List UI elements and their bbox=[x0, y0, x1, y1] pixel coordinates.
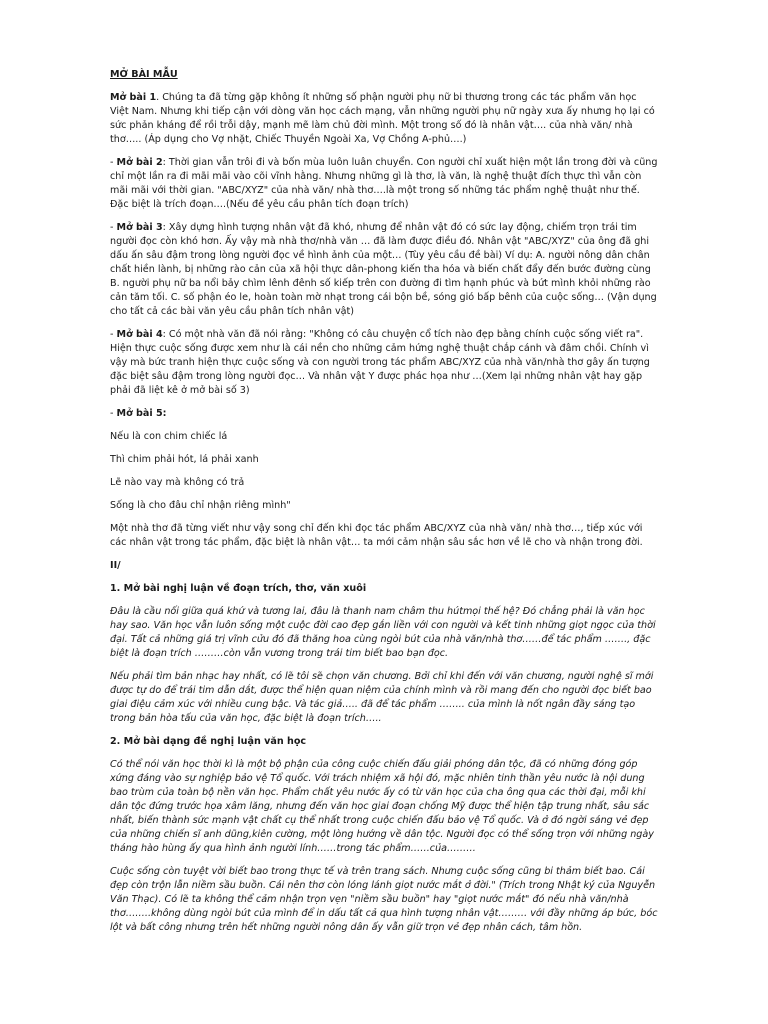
mo-bai-1-text: . Chúng ta đã từng gặp không ít những số phận người phụ nữ bi thương trong các tác phẩm văn học Việt Nam. Nhưng khi tiếp cận với dòng văn học cách mạng, vẫn những người phụ nữ ngày xưa ấy nhưng họ lại có sức phản kháng để rồi trỗi dậy, mạnh mẽ làm chủ đời mình. Một trong số đó là nhân vật…. của nhà văn/ nhà thơ….. (Áp dụng cho Vợ nhặt, Chiếc Thuyền Ngoài Xa, Vợ Chồng A-phủ….) bbox=[110, 92, 655, 145]
mo-bai-3-prefix: - bbox=[110, 222, 117, 233]
poem-line: Lẽ nào vay mà không có trả bbox=[110, 477, 245, 488]
mo-bai-1-label: Mở bài 1 bbox=[110, 92, 157, 103]
document-title: MỞ BÀI MẪU bbox=[110, 69, 178, 80]
paragraph-mo-bai-3 bbox=[110, 221, 658, 319]
mo-bai-2-text: : Thời gian vẫn trôi đi và bốn mùa luôn luân chuyển. Con người chỉ xuất hiện một lần trong đời và cũng chỉ một lần ra đi mãi mãi vào cõi vĩnh hằng. Nhưng những gì là thơ, là văn, là nghệ thuật đích thực thì vẫn còn mãi mãi với thời gian. "ABC/XYZ" của nhà văn/ nhà thơ….là một trong số những tác phẩm nghệ thuật như thế. Đặc biệt là trích đoạn….(Nếu đề yêu cầu phân tích đoạn trích) bbox=[110, 157, 658, 210]
mo-bai-5-prefix: - bbox=[110, 408, 117, 419]
mo-bai-3-text: : Xây dựng hình tượng nhân vật đã khó, nhưng để nhân vật đó có sức lay động, chiếm trọn trái tim người đọc còn khó hơn. Ấy vậy mà nhà thơ/nhà văn … đã làm được điều đó. Nhân vật "ABC/XYZ" của ông đã ghi dấu ấn sâu đậm trong lòng người đọc về hình ảnh của một… (Tùy yêu cầu đề bài) Ví dụ: A. người nông dân chân chất hiền lành, bị những rào cản của xã hội thực dân-phong kiến tha hóa và biến chất đẩy đến bước đường cùng B. người phụ nữ ba nổi bảy chìm lênh đênh số kiếp trên con đường đi tìm hạnh phúc và bứt mình khỏi những rào cản tăm tối. C. số phận éo le, hoàn toàn mờ nhạt trong cái bộn bề, sóng gió bấp bênh của cuộc sống… (Vận dụng cho tất cả các bài văn yêu cầu phân tích nhân vật) bbox=[110, 222, 657, 317]
paragraph-italic-2: Nếu phải tìm bản nhạc hay nhất, có lẽ tôi sẽ chọn văn chương. Bởi chỉ khi đến với văn chương, người nghệ sĩ mới được tự do để trái tim dẫn dắt, được thể hiện quan niệm của chính mình và rồi mang đến cho người đọc biết bao giai điệu cảm xúc với nhiều cung bậc. Và tác giả….. đã để tác phẩm …….. của mình là nốt ngân đầy sáng tạo trong bản hòa tấu của văn học, đặc biệt là đoạn trích….. bbox=[110, 671, 654, 724]
paragraph-mo-bai-5-text: Một nhà thơ đã từng viết như vậy song chỉ đến khi đọc tác phẩm ABC/XYZ của nhà văn/ nhà thơ…, tiếp xúc với các nhân vật trong tác phẩm, đặc biệt là nhân vật… ta mới cảm nhận sâu sắc hơn về lẽ cho và nhận trong đời. bbox=[110, 523, 643, 548]
paragraph-italic-4: Cuộc sống còn tuyệt vời biết bao trong thực tế và trên trang sách. Nhưng cuộc sống cũng bi thảm biết bao. Cái đẹp còn trộn lẫn niềm sầu buồn. Cái nên thơ còn lóng lánh giọt nước mắt ở đời." (Trích trong Nhật ký của Nguyễn Văn Thạc). Có lẽ ta không thể cảm nhận trọn vẹn "niềm sầu buồn" hay "giọt nước mắt" đó nếu nhà văn/nhà thơ……..không dùng ngòi bút của mình để in dấu tất cả qua hình tượng nhân vật……… với đầy những áp bức, bóc lột và bất công nhưng trên hết những người nông dân ấy vẫn giữ trọn vẻ đẹp nhân cách, tâm hồn. bbox=[110, 866, 658, 933]
paragraph-italic-1: Đâu là cầu nối giữa quá khứ và tương lai, đâu là thanh nam châm thu hútmọi thế hệ? Đó chẳng phải là văn học hay sao. Văn học vẫn luôn sống một cuộc đời cao đẹp gắn liền với con người và kết tinh những giọt ngọc của thời đại. Tất cả những giá trị vĩnh cửu đó đã thăng hoa cùng ngòi bút của nhà văn/nhà thơ……để tác phẩm ……., đặc biệt là đoạn trích ………còn vẫn vương trong trái tim biết bao bạn đọc. bbox=[110, 606, 656, 659]
section-heading-ii: II/ bbox=[110, 560, 121, 571]
mo-bai-4-label: Mở bài 4 bbox=[116, 329, 163, 340]
paragraph-italic-3: Có thể nói văn học thời kì là một bộ phận của công cuộc chiến đấu giải phóng dân tộc, đã có những đóng góp xứng đáng vào sự nghiệp bảo vệ Tổ quốc. Với trách nhiệm xã hội đó, mặc nhiên tinh thần yêu nước là nội dung bao trùm của toàn bộ nền văn học. Phẩm chất yêu nước ấy có từ văn học của cha ông qua các thời đại, mỗi khi dân tộc đứng trước họa xâm lăng, nhưng đến văn học giai đoạn chống Mỹ được thể hiện tập trung nhất, sâu sắc nhất, biến thành sức mạnh vật chất cụ thể nhất trong cuộc chiến đấu bảo vệ Tổ quốc. Và ở đó ngời sáng vẻ đẹp của những chiến sĩ anh dũng,kiên cường, một lòng hướng về dân tộc. Người đọc có thể sống trọn với những ngày tháng hào hùng ấy qua hình ảnh người lính……trong tác phẩm……của……… bbox=[110, 759, 654, 854]
poem-line: Sống là cho đâu chỉ nhận riêng mình" bbox=[110, 500, 291, 511]
heading-1: 1. Mở bài nghị luận về đoạn trích, thơ, văn xuôi bbox=[110, 583, 367, 594]
mo-bai-2-label: Mở bài 2 bbox=[116, 157, 163, 168]
mo-bai-4-text: : Có một nhà văn đã nói rằng: "Không có câu chuyện cổ tích nào đẹp bằng chính cuộc sống viết ra". Hiện thực cuộc sống được xem như là cái nền cho những cảm hứng nghệ thuật chắp cánh và đâm chồi. Chính vì vậy mà bức tranh hiện thực cuộc sống và con người trong tác phẩm ABC/XYZ của nhà văn/nhà thơ gây ấn tượng đặc biệt sâu đậm trong lòng người đọc… Và nhân vật Y được phác họa như …(Xem lại những nhân vật hay gặp phải đã liệt kê ở mở bài số 3) bbox=[110, 329, 650, 396]
paragraph-mo-bai-2 bbox=[110, 156, 658, 212]
mo-bai-3-label: Mở bài 3 bbox=[116, 222, 163, 233]
paragraph-mo-bai-1 bbox=[110, 91, 658, 147]
poem-line: Nếu là con chim chiếc lá bbox=[110, 431, 228, 442]
mo-bai-5-label: Mở bài 5 bbox=[116, 408, 163, 419]
heading-2: 2. Mở bài dạng đề nghị luận văn học bbox=[110, 736, 307, 747]
paragraph-mo-bai-5-heading bbox=[110, 407, 658, 421]
mo-bai-2-prefix: - bbox=[110, 157, 117, 168]
mo-bai-4-prefix: - bbox=[110, 329, 117, 340]
paragraph-mo-bai-4 bbox=[110, 328, 658, 398]
mo-bai-5-suffix: : bbox=[162, 408, 167, 419]
poem-line: Thì chim phải hót, lá phải xanh bbox=[110, 454, 259, 465]
